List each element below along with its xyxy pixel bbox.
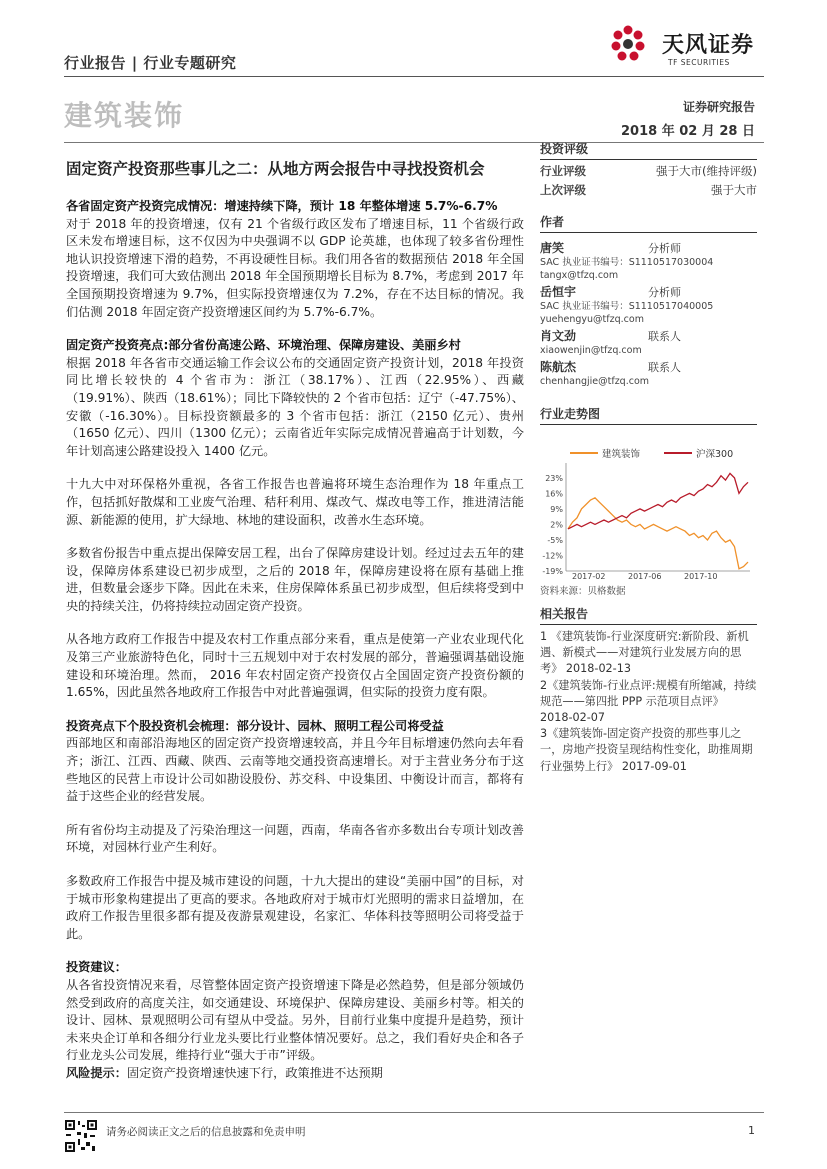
- rating-row: [540, 162, 757, 181]
- paragraph: 多数政府工作报告中提及城市建设的问题，十九大提出的建设“美丽中国”的目标，对于城市形象构建提出了更高的要求。各地政府对于城市灯光照明的需求日益增加，在政府工作报告里很多都有提及夜游景观建设，名家汇、华体科技等照明公司将受益于此。: [66, 874, 524, 941]
- rating-label: 行业评级: [540, 164, 586, 178]
- series-line: [568, 473, 748, 529]
- section-heading: 投资亮点下个股投资机会梳理：部分设计、园林、照明工程公司将受益: [66, 718, 444, 733]
- author-sac: SAC 执业证书编号：S1110517030004: [540, 257, 714, 268]
- paragraph: 多数省份报告中重点提出保障安居工程，出台了保障房建设计划。经过过去五年的建设，保障房体系建设已初步成型，之后的 2018 年，保障房建设将在原有基础上推进，但数量会逐步下降。因此在未来，住房保障体系虽已初步成型，但后续将受到中央的持续关注，仍将持续拉动固定资产投资。: [66, 546, 524, 613]
- related-report-link[interactable]: 2《建筑装饰-行业点评:规模有所缩减，持续规范——第四批 PPP 示范项目点评》 2018-02-07: [540, 678, 757, 725]
- chart-panel: [540, 405, 757, 597]
- y-tick-label: -19%: [542, 567, 563, 576]
- qr-code-icon: [64, 1119, 98, 1153]
- author-email[interactable]: xiaowenjin@tfzq.com: [540, 345, 642, 356]
- page-number: 1: [748, 1124, 755, 1137]
- section-heading: 固定资产投资亮点:部分省份高速公路、环境治理、保障房建设、美丽乡村: [66, 338, 461, 353]
- report-category: 行业报告 | 行业专题研究: [64, 54, 237, 72]
- rating-heading: 投资评级: [540, 140, 757, 160]
- paragraph: 西部地区和南部沿海地区的固定资产投资增速较高，并且今年目标增速仍然向去年看齐；浙江、江西、西藏、陕西、云南等地交通投资高速增长。对于主营业务分布于这些地区的民营上市设计公司如勘设股份、苏交科、中设集团、中衡设计而言，都将有益于这些企业的经营发展。: [66, 736, 524, 804]
- prev-rating-value: 强于大市: [711, 183, 757, 197]
- brand-name-en: TF SECURITIES: [668, 58, 730, 67]
- footer-divider: [64, 1112, 764, 1113]
- author-entry: [540, 241, 757, 282]
- main-body: [66, 198, 524, 1083]
- author-email[interactable]: chenhangjie@tfzq.com: [540, 376, 650, 387]
- related-reports-panel: [540, 605, 757, 775]
- author-role: 联系人: [648, 330, 681, 343]
- paragraph: 对于 2018 年的投资增速，仅有 21 个省级行政区发布了增速目标，11 个省级行政区未发布增速目标，这不仅因为中央强调不以 GDP 论英雄，也体现了较多省份理性地认识投资增速下滑的趋势，不再设硬性目标。我们用各省的数据预估 2018 年全国投资增速，我们可大致估测出 2018 年全国预期增长目标为 8.7%，考虑到 2017 年全国预期投资增速为 9.7%，但实际投资增速仅为 7.2%，存在不达目标的情况。我们估测 2018 年固定资产投资增速区间约为 5.7%-6.7%。: [66, 216, 524, 319]
- rating-panel: [540, 140, 757, 200]
- y-tick-label: -12%: [542, 551, 563, 561]
- risk-text: 固定资产投资增速快速下行，政策推进不达预期: [126, 1065, 383, 1080]
- author-email[interactable]: tangx@tfzq.com: [540, 270, 619, 281]
- author-name: 肖文劲: [540, 329, 577, 343]
- author-entry: [540, 285, 757, 326]
- author-name: 唐笑: [540, 241, 565, 255]
- x-tick-label: 2017-10: [684, 572, 718, 581]
- related-report-link[interactable]: 3《建筑装饰-固定资产投资的那些事儿之一，房地产投资呈现结构性变化，助推周期行业强势上行》 2017-09-01: [540, 727, 753, 773]
- report-title: 固定资产投资那些事儿之二：从地方两会报告中寻找投资机会: [66, 160, 485, 178]
- paragraph: 所有省份均主动提及了污染治理这一问题，西南，华南各省亦多数出台专项计划改善环境，对园林行业产生利好。: [66, 822, 524, 855]
- industry-trend-chart: [540, 431, 757, 581]
- paragraph: 从各地方政府工作报告中提及农村工作重点部分来看，重点是使第一产业农业现代化及第三产业旅游特色化，同时十三五规划中对于农村发展的部分，普遍强调基础设施建设和环境治理。然而， 2016 年农村固定资产投资仅占全国固定资产投资份额的 1.65%，因此虽然各地政府工作报告中对此普遍强调，但实际的投资力度有限。: [66, 632, 524, 700]
- y-tick-label: 9%: [550, 504, 563, 514]
- paragraph: 十九大中对环保格外重视，各省工作报告也普遍将环境生态治理作为 18 年重点工作，包括抓好散煤和工业废气治理、秸秆利用、煤改气、煤改电等工作，推进清洁能源、新能源的使用，扩大绿地、林地的建设面积，改善水生态环境。: [66, 477, 524, 527]
- y-tick-label: 2%: [550, 520, 563, 530]
- section-heading: 投资建议：: [66, 960, 127, 975]
- paragraph: 根据 2018 年各省市交通运输工作会议公布的交通固定资产投资计划，2018 年投资同比增长较快的 4 个省市为：浙江（38.17%）、江西（22.95%）、西藏（19.91%）、陕西（18.61%）；同比下降较快的 2 个省市包括：辽宁（-47.75%）、安徽（-16.30%）。目标投资额最多的 3 个省市包括：浙江（2150 亿元）、贵州（1650 亿元）、四川（1300 亿元）；云南省近年实际完成情况普遍高于计划数，今年计划高速公路建设投入 1400 亿元。: [66, 355, 524, 458]
- prev-rating-label: 上次评级: [540, 183, 586, 197]
- related-heading: 相关报告: [540, 605, 757, 625]
- author-role: 联系人: [648, 361, 681, 374]
- legend-label: 沪深300: [696, 449, 734, 460]
- x-tick-label: 2017-02: [572, 572, 606, 581]
- risk-paragraph: [66, 1065, 524, 1083]
- industry-title: 建筑装饰: [64, 99, 185, 132]
- related-report-link[interactable]: 1 《建筑装饰-行业深度研究:新阶段、新机遇、新模式——对建筑行业发展方向的思考》 2018-02-13: [540, 630, 749, 676]
- author-sac: SAC 执业证书编号：S1110517040005: [540, 301, 714, 312]
- authors-heading: 作者: [540, 213, 757, 233]
- y-tick-label: 23%: [545, 473, 563, 483]
- brand-name: 天风证券: [662, 33, 755, 58]
- risk-label: 风险提示：: [66, 1065, 127, 1080]
- chart-source: 资料来源：贝格数据: [540, 586, 626, 597]
- report-label: 证券研究报告: [682, 100, 755, 114]
- prev-rating-row: [540, 181, 757, 200]
- author-entry: [540, 360, 757, 388]
- author-name: 岳恒宇: [540, 285, 577, 299]
- paragraph: 从各省投资情况来看，尽管整体固定资产投资增速下降是必然趋势，但是部分领域仍然受到政府的高度关注，如交通建设、环境保护、保障房建设、美丽乡村等。相关的设计、园林、景观照明公司有望从中受益。另外，目前行业集中度提升是趋势，预计未来央企订单和各细分行业龙头要比行业整体情况要好。总之，我们看好央企和各子行业龙头公司发展，维持行业“强大于市”评级。: [66, 977, 524, 1063]
- rating-value: 强于大市(维持评级): [656, 164, 757, 178]
- series-line: [568, 498, 748, 569]
- disclaimer-note: 请务必阅读正文之后的信息披露和免责申明: [106, 1126, 306, 1138]
- author-entry: [540, 329, 757, 357]
- authors-panel: [540, 213, 757, 388]
- author-role: 分析师: [648, 286, 681, 299]
- legend-label: 建筑装饰: [602, 449, 641, 460]
- chart-heading: 行业走势图: [540, 405, 757, 425]
- author-role: 分析师: [648, 242, 681, 255]
- x-tick-label: 2017-06: [628, 572, 662, 581]
- section-heading: 各省固定资产投资完成情况：增速持续下降，预计 18 年整体增速 5.7%-6.7%: [66, 199, 498, 213]
- y-tick-label: -5%: [547, 535, 563, 545]
- author-email[interactable]: yuehengyu@tfzq.com: [540, 314, 644, 325]
- header-divider: [64, 76, 764, 77]
- report-date: 2018 年 02 月 28 日: [621, 124, 755, 139]
- author-name: 陈航杰: [540, 360, 577, 374]
- y-tick-label: 16%: [545, 489, 563, 499]
